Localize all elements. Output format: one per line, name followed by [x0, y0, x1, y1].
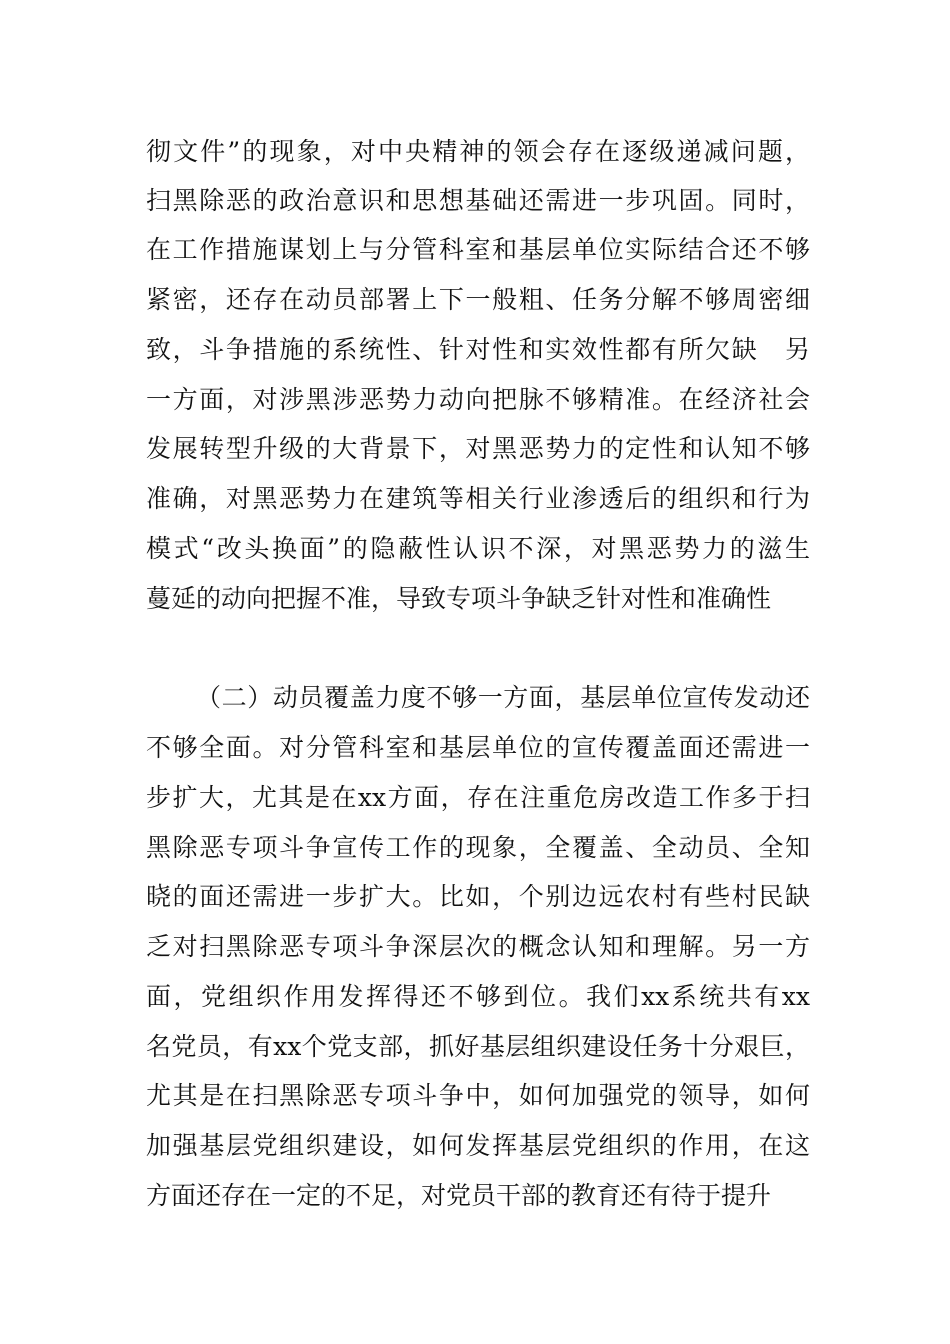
- section-heading-line: （二）动员覆盖力度不够一方面，基层单位宣传发动还: [196, 683, 810, 712]
- paragraph-line: 步扩大，尤其是在xx方面，存在注重危房改造工作多于扫: [146, 783, 810, 812]
- paragraph-line: 方面还存在一定的不足，对党员干部的教育还有待于提升: [146, 1181, 772, 1210]
- paragraph-line: 晓的面还需进一步扩大。比如，个别边远农村有些村民缺: [146, 882, 810, 911]
- paragraph-line: 面，党组织作用发挥得还不够到位。我们xx系统共有xx: [146, 982, 810, 1011]
- paragraph-line: 一方面，对涉黑涉恶势力动向把脉不够精准。在经济社会: [146, 385, 810, 414]
- paragraph-line: 扫黑除恶的政治意识和思想基础还需进一步巩固。同时，: [146, 186, 810, 215]
- paragraph-line: 模式“改头换面”的隐蔽性认识不深，对黑恶势力的滋生: [146, 534, 810, 563]
- paragraph-line: 在工作措施谋划上与分管科室和基层单位实际结合还不够: [146, 235, 810, 264]
- paragraph-line: 紧密，还存在动员部署上下一般粗、任务分解不够周密细: [146, 285, 810, 314]
- paragraph-line: 致，斗争措施的系统性、针对性和实效性都有所欠缺 另: [146, 335, 810, 364]
- paragraph-line: 名党员，有xx个党支部，抓好基层组织建设任务十分艰巨，: [146, 1032, 810, 1061]
- paragraph-line: 蔓延的动向把握不准，导致专项斗争缺乏针对性和准确性: [146, 584, 772, 613]
- paragraph-line: 加强基层党组织建设，如何发挥基层党组织的作用，在这: [146, 1131, 810, 1160]
- paragraph-line: 彻文件”的现象，对中央精神的领会存在逐级递减问题，: [146, 137, 810, 166]
- paragraph-line: 不够全面。对分管科室和基层单位的宣传覆盖面还需进一: [146, 733, 810, 762]
- paragraph-line: 尤其是在扫黑除恶专项斗争中，如何加强党的领导，如何: [146, 1081, 810, 1110]
- paragraph-line: 乏对扫黑除恶专项斗争深层次的概念认知和理解。另一方: [146, 932, 810, 961]
- paragraph-line: 发展转型升级的大背景下，对黑恶势力的定性和认知不够: [146, 434, 810, 463]
- paragraph-line: 准确，对黑恶势力在建筑等相关行业渗透后的组织和行为: [146, 484, 810, 513]
- paragraph-line: 黑除恶专项斗争宣传工作的现象，全覆盖、全动员、全知: [146, 833, 810, 862]
